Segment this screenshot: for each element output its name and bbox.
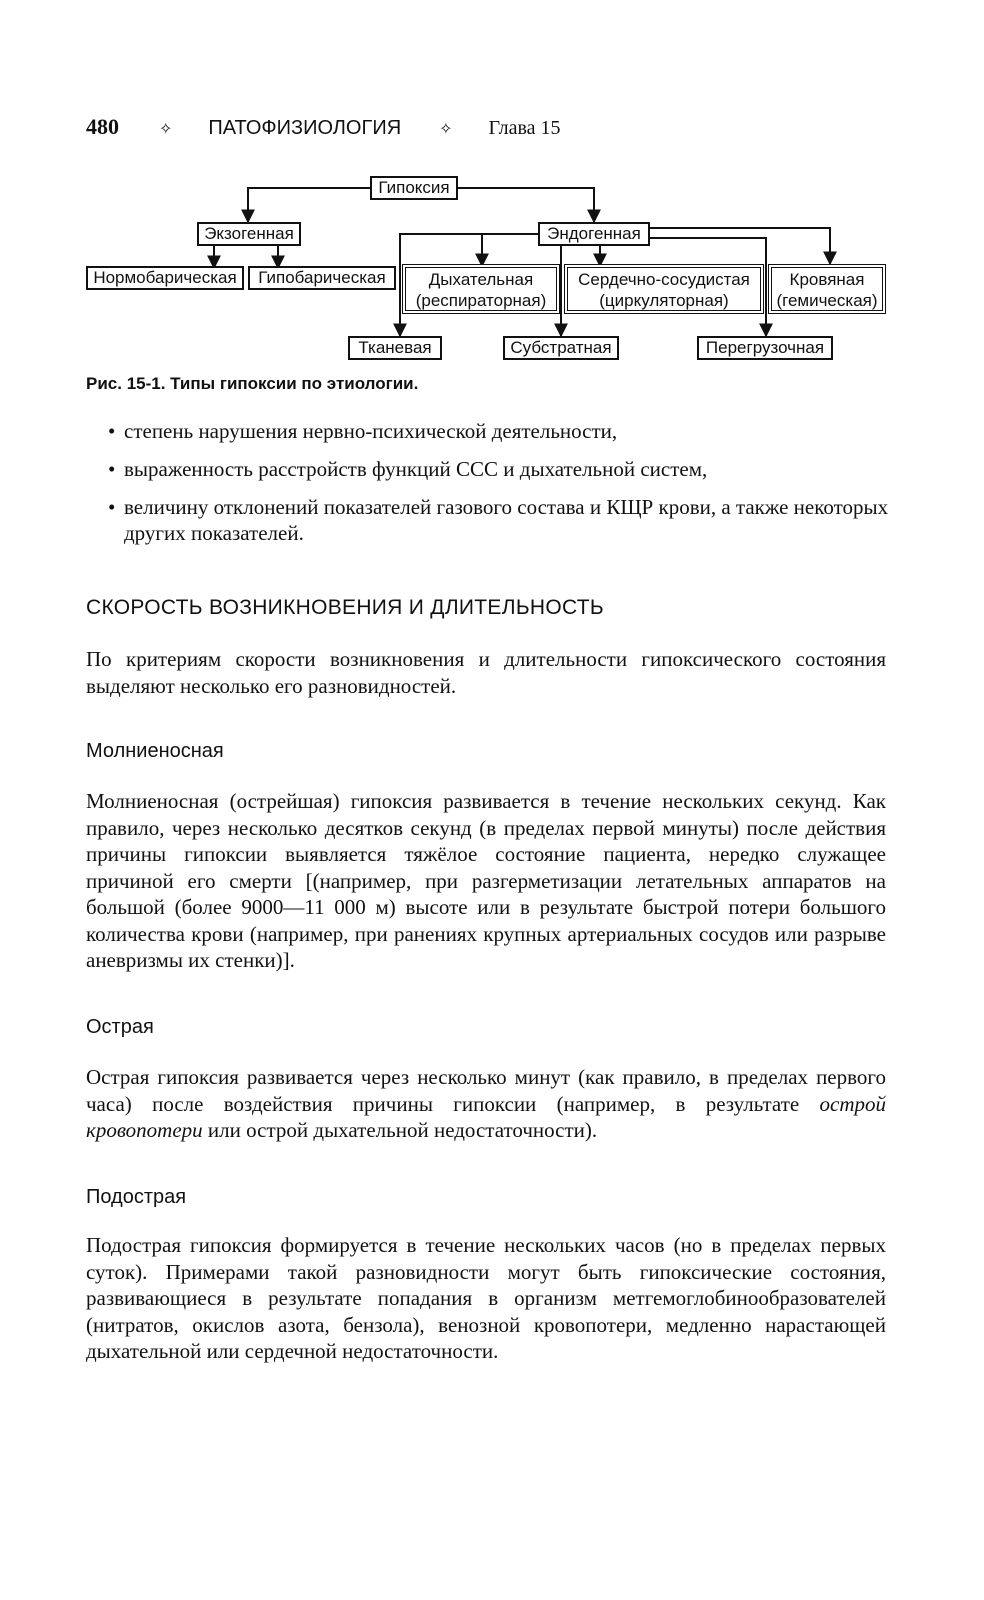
connector-root-endogenous [458,188,594,222]
paragraph-subacute: Подострая гипоксия формируется в течение нескольких часов (но в пределах первых суток). Примерами такой разновидности могут быть гипоксические состояния, развивающиеся в результате попадания в организм метгемоглобинообразователей (нитратов, окислов азота, бензола), венозной кровопотери, медленно нарастающей дыхательной или сердечной недостаточности. [86,1233,886,1363]
bullet-item: • выраженность расстройств функций ССС и дыхательной систем, [108,456,898,482]
node-normobaric: Нормобарическая [86,266,244,290]
italic-term: острой кровопотери [86,1091,886,1142]
node-cardiovascular: Сердечно-сосудистая (циркуляторная) [564,264,764,314]
paragraph-fulminant: Молниеносная (острейшая) гипоксия развивается в течение нескольких секунд. Как правило, через несколько десятков секунд (в пределах первой минуты) после действия причины гипоксии выявляется тяжёлое состояние пациента, нередко служащее причиной его смерти [(например, при разгерметизации летательных аппаратов на большой (более 9000—11 000 м) высоте или в результате быстрой потери большого количества крови (например, при ранениях крупных артериальных сосудов или разрыве аневризмы их стенки)]. [86,789,886,972]
header-separator-2: ✧ [439,121,453,138]
node-hemic: Кровяная (гемическая) [768,264,886,314]
node-endogenous: Эндогенная [538,222,650,246]
node-substrate: Субстратная [503,336,619,360]
connector-endo-hemic [650,228,830,264]
chapter-label: Глава 15 [488,117,561,139]
page-number: 480 [86,114,119,139]
bullet-item: • степень нарушения нервно-психической деятельности, [108,418,898,444]
paragraph-acute: Острая гипоксия развивается через несколько минут (как правило, в пределах первого часа) после воздействия причины гипоксии (например, в результате острой кровопотери или острой дыхательной недостаточности). [86,1065,886,1142]
section-intro: По критериям скорости возникновения и длительности гипоксического состояния выделяют несколько его разновидностей. [86,647,886,698]
figure-caption: Рис. 15-1. Типы гипоксии по этиологии. [86,374,419,393]
diagram-connectors [0,0,984,400]
subsection-title-fulminant: Молниеносная [86,740,224,762]
bullet-list [108,418,898,558]
node-hypobaric: Гипобарическая [248,266,396,290]
header-separator-1: ✧ [159,121,173,138]
hypoxia-etiology-diagram [0,0,984,400]
node-tissue: Тканевая [348,336,442,360]
connector-endo-respiratory [482,234,540,266]
node-hypoxia: Гипоксия [370,176,458,200]
connector-root-exogenous [248,188,370,222]
node-exogenous: Экзогенная [197,222,301,246]
book-title: ПАТОФИЗИОЛОГИЯ [208,117,402,139]
section-title: СКОРОСТЬ ВОЗНИКНОВЕНИЯ И ДЛИТЕЛЬНОСТЬ [86,596,604,619]
node-respiratory: Дыхательная (респираторная) [402,264,560,314]
subsection-title-subacute: Подострая [86,1186,187,1208]
bullet-item: • величину отклонений показателей газового состава и КЩР крови, а также некоторых других показателей. [108,494,898,546]
subsection-title-acute: Острая [86,1016,154,1038]
node-overload: Перегрузочная [697,336,833,360]
